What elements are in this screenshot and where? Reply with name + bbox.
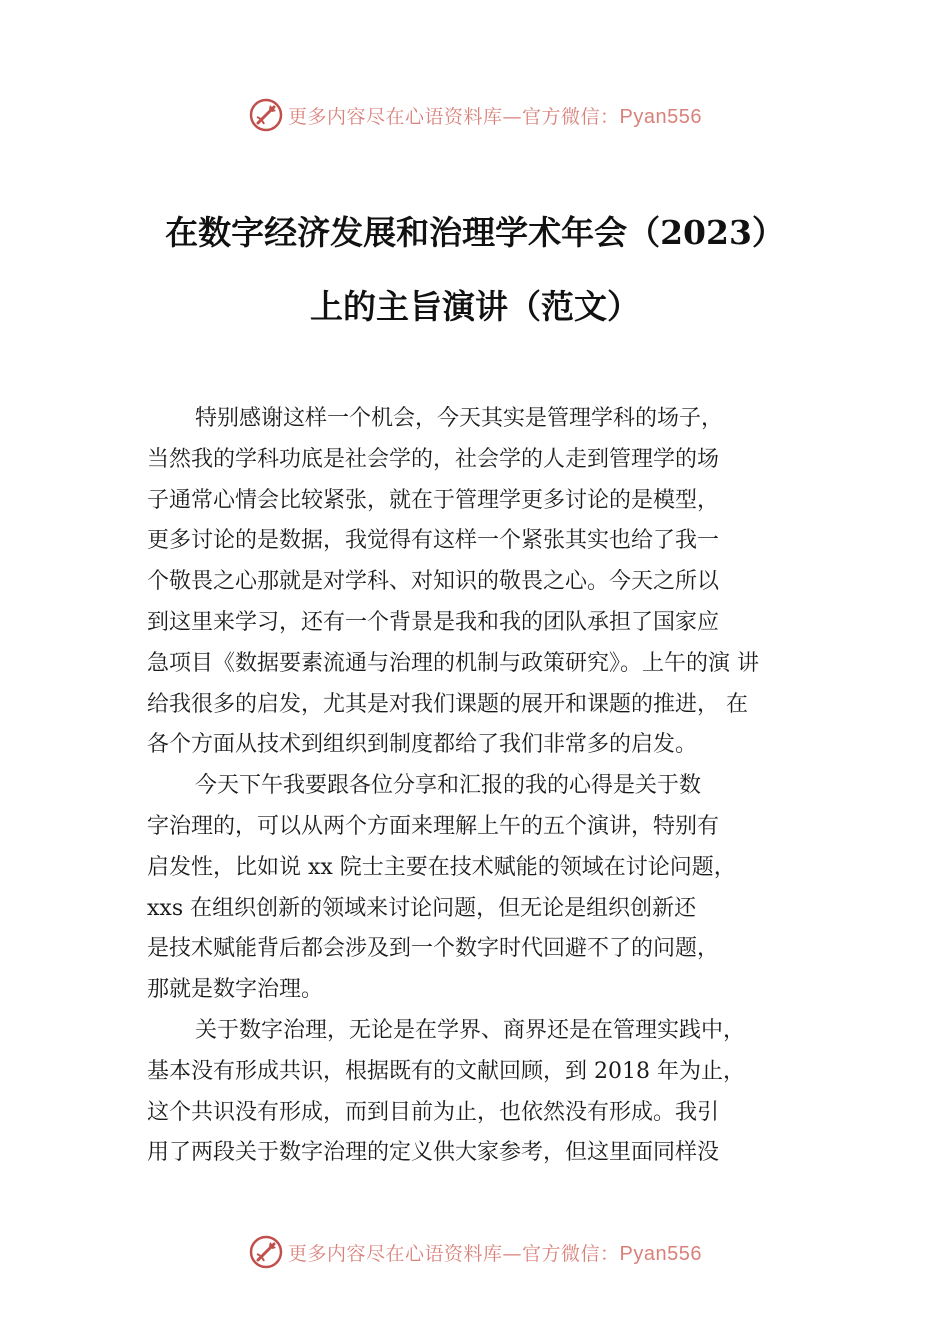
body-line: 当然我的学科功底是社会学的，社会学的人走到管理学的场 xyxy=(147,446,720,472)
document-body xyxy=(147,399,832,1174)
watermark-header xyxy=(0,95,950,135)
body-line: 个敬畏之心那就是对学科、对知识的敬畏之心。今天之所以 xyxy=(147,569,720,595)
body-line: 更多讨论的是数据，我觉得有这样一个紧张其实也给了我一 xyxy=(147,528,720,554)
body-line: 子通常心情会比较紧张，就在于管理学更多讨论的是模型， xyxy=(147,487,720,513)
logo-icon xyxy=(248,1234,284,1270)
watermark-text: 更多内容尽在心语资料库—官方微信： xyxy=(288,105,620,128)
body-line: 字治理的，可以从两个方面来理解上午的五个演讲，特别有 xyxy=(147,813,720,839)
body-line: 给我很多的启发，尤其是对我们课题的展开和课题的推进， 在 xyxy=(147,691,748,717)
body-line: 是技术赋能背后都会涉及到一个数字时代回避不了的问题， xyxy=(147,936,720,962)
body-line: 这个共识没有形成，而到目前为止，也依然没有形成。我引 xyxy=(147,1099,720,1125)
logo-icon xyxy=(248,97,284,133)
body-line: xxs 在组织创新的领域来讨论问题，但无论是组织创新还 xyxy=(147,895,697,921)
watermark-text: 更多内容尽在心语资料库—官方微信： xyxy=(288,1242,620,1265)
body-line: 各个方面从技术到组织到制度都给了我们非常多的启发。 xyxy=(147,732,698,758)
document-title-line-1: 在数字经济发展和治理学术年会（2023） xyxy=(165,213,785,252)
body-line: 基本没有形成共识，根据既有的文献回顾，到 2018 年为止， xyxy=(147,1058,745,1084)
body-line: 关于数字治理，无论是在学界、商界还是在管理实践中， xyxy=(195,1017,746,1043)
watermark-wechat-id: Pyan556 xyxy=(619,1242,702,1265)
body-line: 用了两段关于数字治理的定义供大家参考，但这里面同样没 xyxy=(147,1140,720,1166)
body-line: 急项目《数据要素流通与治理的机制与政策研究》。上午的演 讲 xyxy=(147,650,759,676)
body-line: 今天下午我要跟各位分享和汇报的我的心得是关于数 xyxy=(195,773,702,799)
body-line: 那就是数字治理。 xyxy=(147,977,324,1003)
body-line: 启发性，比如说 xx 院士主要在技术赋能的领域在讨论问题， xyxy=(147,854,736,880)
document-title-line-2: 上的主旨演讲（范文） xyxy=(310,287,640,326)
watermark-footer xyxy=(0,1232,950,1272)
watermark-wechat-id: Pyan556 xyxy=(619,105,702,128)
body-line: 特别感谢这样一个机会，今天其实是管理学科的场子， xyxy=(195,406,724,431)
body-line: 到这里来学习，还有一个背景是我和我的团队承担了国家应 xyxy=(147,609,720,635)
